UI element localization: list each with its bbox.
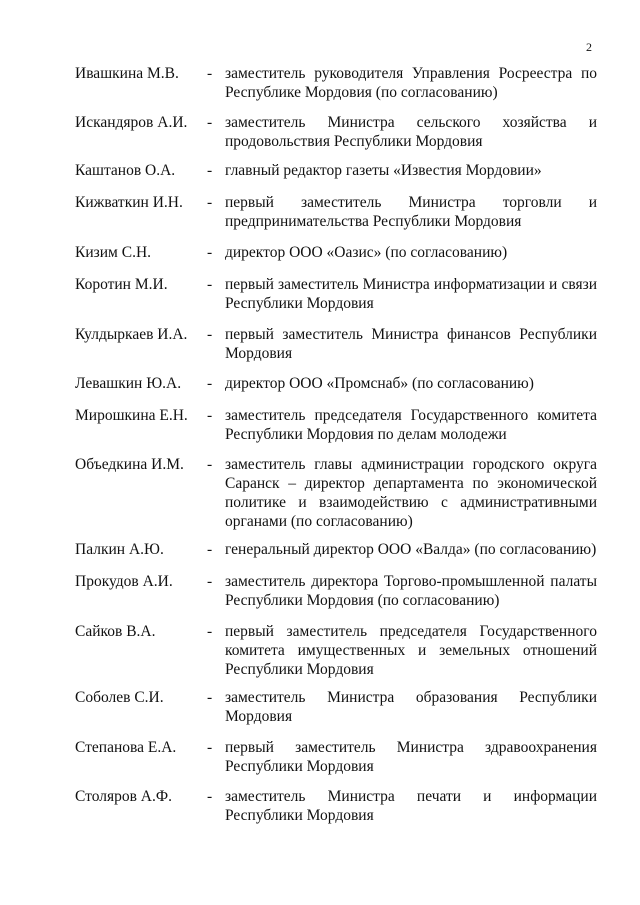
member-name: Каштанов О.А.: [75, 162, 176, 179]
page-number: 2: [586, 40, 592, 54]
member-name: Кижваткин И.Н.: [75, 194, 183, 211]
member-name: Искандяров А.И.: [75, 114, 188, 131]
member-name: Прокудов А.И.: [75, 573, 173, 590]
separator-dash: -: [207, 375, 213, 392]
member-role: заместитель главы администрации городского округа Саранск – директор департамента по экономической политике и взаимодействию с административными органами (по согласованию): [225, 456, 597, 530]
member-name: Ивашкина М.В.: [75, 65, 179, 82]
separator-dash: -: [207, 276, 213, 293]
member-role: первый заместитель Министра информатизации и связи Республики Мордовия: [225, 276, 597, 312]
separator-dash: -: [207, 788, 213, 805]
member-name: Коротин М.И.: [75, 276, 168, 293]
member-name: Кулдыркаев И.А.: [75, 326, 188, 343]
member-role: первый заместитель Министра торговли и предпринимательства Республики Мордовия: [225, 194, 597, 230]
member-role: первый заместитель председателя Государственного комитета имущественных и земельных отношений Республики Мордовия: [225, 623, 597, 678]
member-name: Кизим С.Н.: [75, 244, 152, 261]
member-name: Степанова Е.А.: [75, 739, 177, 756]
member-role: директор ООО «Оазис» (по согласованию): [225, 244, 508, 261]
member-role: заместитель Министра образования Республики Мордовия: [225, 689, 597, 725]
separator-dash: -: [207, 541, 213, 558]
member-role: главный редактор газеты «Известия Мордовии»: [225, 162, 542, 179]
separator-dash: -: [207, 689, 213, 706]
separator-dash: -: [207, 739, 213, 756]
member-name: Палкин А.Ю.: [75, 541, 164, 558]
separator-dash: -: [207, 65, 213, 82]
member-role: заместитель руководителя Управления Росреестра по Республике Мордовия (по согласованию): [225, 65, 597, 101]
member-name: Левашкин Ю.А.: [75, 375, 182, 392]
member-name: Объедкина И.М.: [75, 456, 184, 473]
member-name: Столяров А.Ф.: [75, 788, 172, 805]
separator-dash: -: [207, 326, 213, 343]
separator-dash: -: [207, 623, 213, 640]
member-name: Соболев С.И.: [75, 689, 164, 706]
member-role: генеральный директор ООО «Валда» (по согласованию): [225, 541, 597, 558]
member-role: заместитель Министра печати и информации Республики Мордовия: [225, 788, 597, 824]
separator-dash: -: [207, 162, 213, 179]
member-role: первый заместитель Министра финансов Республики Мордовия: [225, 326, 597, 362]
member-name: Мирошкина Е.Н.: [75, 407, 188, 424]
member-role: директор ООО «Промснаб» (по согласованию): [225, 375, 534, 392]
separator-dash: -: [207, 573, 213, 590]
separator-dash: -: [207, 407, 213, 424]
separator-dash: -: [207, 194, 213, 211]
separator-dash: -: [207, 244, 213, 261]
separator-dash: -: [207, 456, 213, 473]
separator-dash: -: [207, 114, 213, 131]
member-name: Сайков В.А.: [75, 623, 156, 640]
member-role: первый заместитель Министра здравоохранения Республики Мордовия: [225, 739, 597, 775]
member-role: заместитель председателя Государственного комитета Республики Мордовия по делам молодежи: [225, 407, 597, 443]
member-role: заместитель директора Торгово-промышленной палаты Республики Мордовия (по согласованию): [225, 573, 597, 609]
member-role: заместитель Министра сельского хозяйства и продовольствия Республики Мордовия: [225, 114, 597, 150]
